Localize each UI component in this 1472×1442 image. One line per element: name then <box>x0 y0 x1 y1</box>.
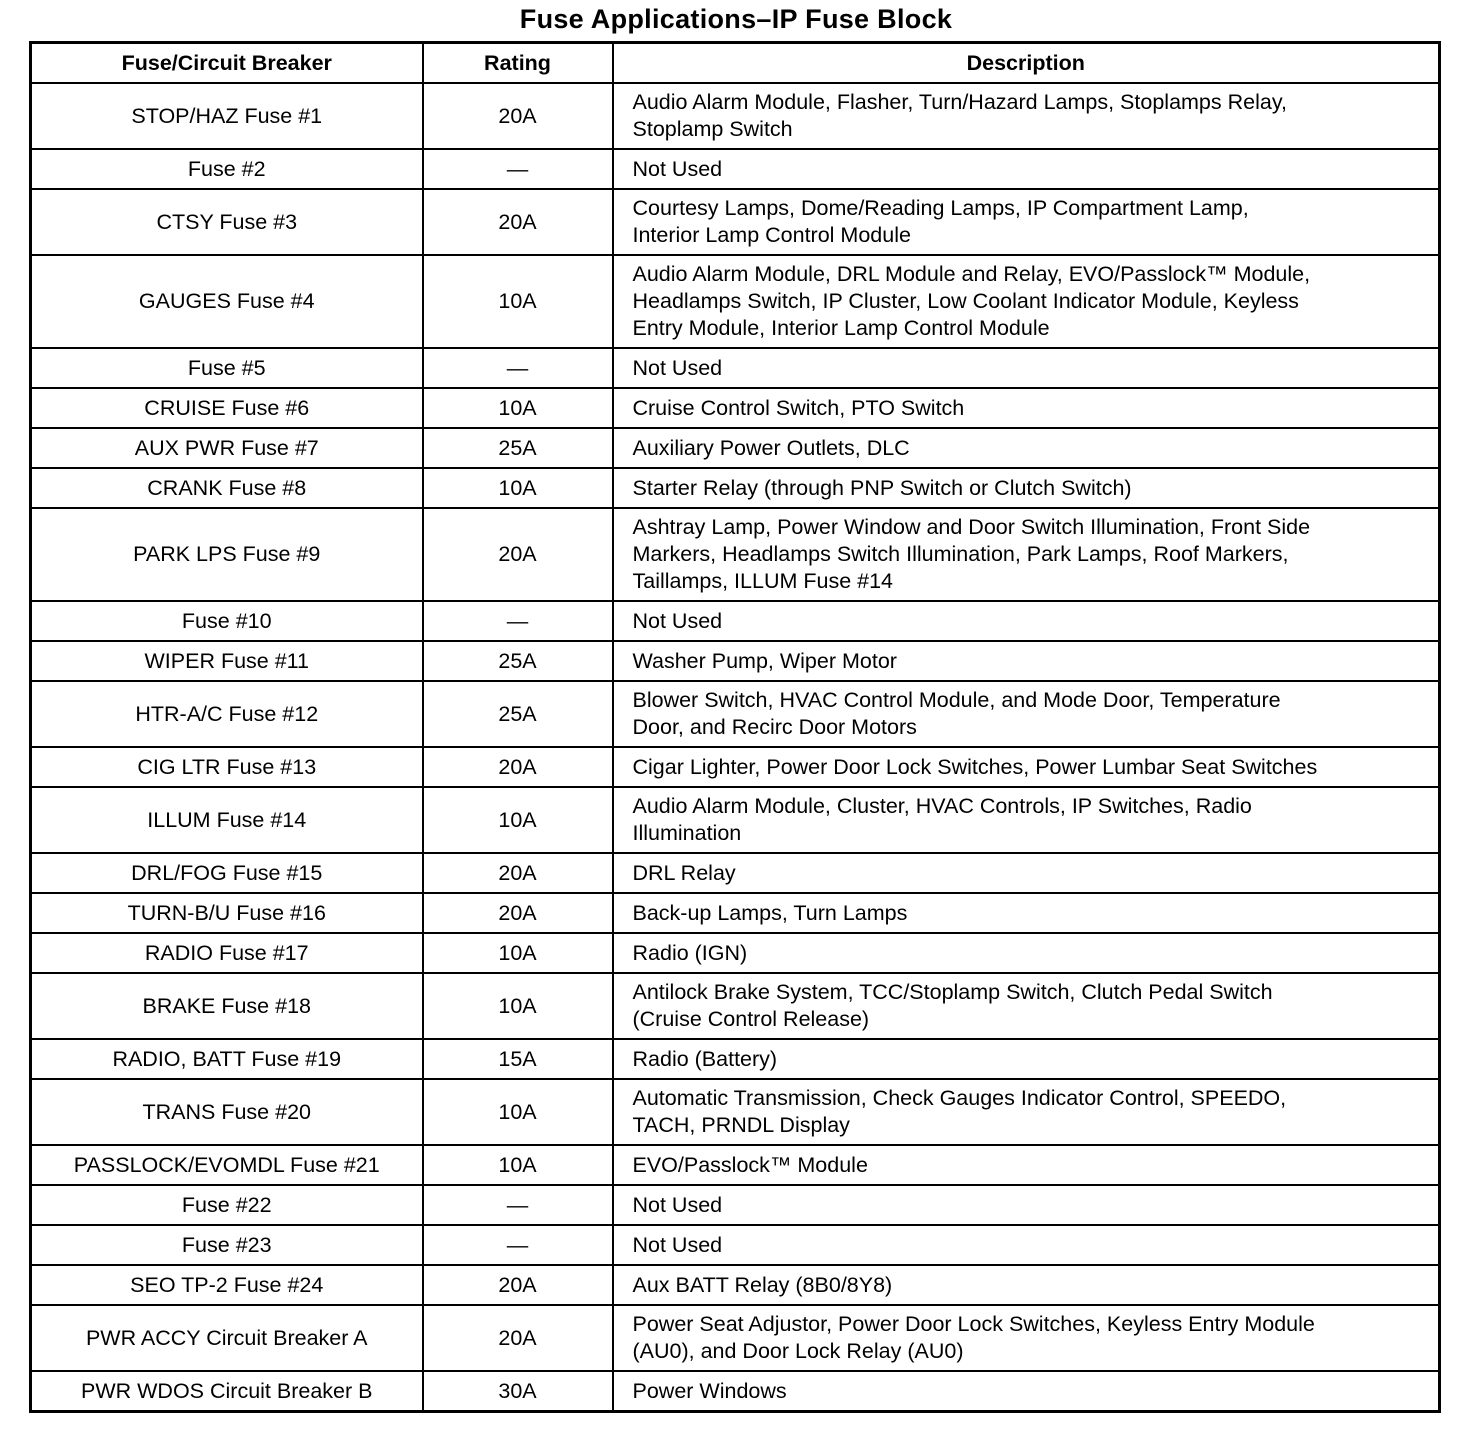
rating-cell: 25A <box>423 428 613 468</box>
fuse-name-cell: HTR-A/C Fuse #12 <box>31 681 423 747</box>
fuse-name-cell: WIPER Fuse #11 <box>31 641 423 681</box>
rating-cell: 10A <box>423 468 613 508</box>
table-row <box>31 255 1440 348</box>
rating-cell: — <box>423 601 613 641</box>
rating-cell: — <box>423 1185 613 1225</box>
page-title: Fuse Applications–IP Fuse Block <box>519 4 953 34</box>
table-row <box>31 893 1440 933</box>
fuse-name-cell: Fuse #10 <box>31 601 423 641</box>
rating-cell: 20A <box>423 747 613 787</box>
fuse-name-cell: TRANS Fuse #20 <box>31 1079 423 1145</box>
fuse-name-cell: Fuse #5 <box>31 348 423 388</box>
description-cell: Audio Alarm Module, DRL Module and Relay, EVO/Passlock™ Module, Headlamps Switch, IP Cluster, Low Coolant Indicator Module, Keyless Entry Module, Interior Lamp Control Module <box>613 255 1440 348</box>
fuse-name-cell: AUX PWR Fuse #7 <box>31 428 423 468</box>
table-row <box>31 468 1440 508</box>
description-cell: Audio Alarm Module, Flasher, Turn/Hazard Lamps, Stoplamps Relay, Stoplamp Switch <box>613 83 1440 149</box>
rating-cell: 20A <box>423 83 613 149</box>
description-cell: Not Used <box>613 1225 1440 1265</box>
rating-cell: 25A <box>423 641 613 681</box>
description-cell: Not Used <box>613 149 1440 189</box>
column-header-rating: Rating <box>423 43 613 84</box>
table-row <box>31 1305 1440 1371</box>
table-row <box>31 787 1440 853</box>
fuse-name-cell: PARK LPS Fuse #9 <box>31 508 423 601</box>
description-cell: Starter Relay (through PNP Switch or Clutch Switch) <box>613 468 1440 508</box>
rating-cell: 10A <box>423 388 613 428</box>
fuse-name-cell: CRANK Fuse #8 <box>31 468 423 508</box>
description-cell: Washer Pump, Wiper Motor <box>613 641 1440 681</box>
fuse-name-cell: ILLUM Fuse #14 <box>31 787 423 853</box>
rating-cell: 30A <box>423 1371 613 1412</box>
description-cell: Auxiliary Power Outlets, DLC <box>613 428 1440 468</box>
description-cell: Not Used <box>613 348 1440 388</box>
description-cell: Radio (Battery) <box>613 1039 1440 1079</box>
rating-cell: 20A <box>423 1305 613 1371</box>
fuse-name-cell: TURN-B/U Fuse #16 <box>31 893 423 933</box>
description-cell: Cruise Control Switch, PTO Switch <box>613 388 1440 428</box>
rating-cell: — <box>423 149 613 189</box>
fuse-name-cell: GAUGES Fuse #4 <box>31 255 423 348</box>
rating-cell: 20A <box>423 189 613 255</box>
fuse-name-cell: SEO TP-2 Fuse #24 <box>31 1265 423 1305</box>
table-row <box>31 641 1440 681</box>
description-cell: Not Used <box>613 601 1440 641</box>
table-body <box>31 83 1440 1412</box>
rating-cell: 20A <box>423 1265 613 1305</box>
rating-cell: 20A <box>423 893 613 933</box>
table-row <box>31 149 1440 189</box>
table-row <box>31 428 1440 468</box>
fuse-name-cell: CTSY Fuse #3 <box>31 189 423 255</box>
table-row <box>31 1371 1440 1412</box>
table-row <box>31 508 1440 601</box>
description-cell: EVO/Passlock™ Module <box>613 1145 1440 1185</box>
rating-cell: 15A <box>423 1039 613 1079</box>
table-row <box>31 747 1440 787</box>
description-cell: Back-up Lamps, Turn Lamps <box>613 893 1440 933</box>
table-row <box>31 1185 1440 1225</box>
table-row <box>31 601 1440 641</box>
description-cell: Automatic Transmission, Check Gauges Indicator Control, SPEEDO, TACH, PRNDL Display <box>613 1079 1440 1145</box>
fuse-name-cell: RADIO, BATT Fuse #19 <box>31 1039 423 1079</box>
table-row <box>31 681 1440 747</box>
description-cell: Aux BATT Relay (8B0/8Y8) <box>613 1265 1440 1305</box>
description-cell: Cigar Lighter, Power Door Lock Switches, Power Lumbar Seat Switches <box>613 747 1440 787</box>
fuse-name-cell: BRAKE Fuse #18 <box>31 973 423 1039</box>
column-header-description: Description <box>613 43 1440 84</box>
fuse-name-cell: DRL/FOG Fuse #15 <box>31 853 423 893</box>
rating-cell: 20A <box>423 853 613 893</box>
table-row <box>31 853 1440 893</box>
description-cell: Antilock Brake System, TCC/Stoplamp Switch, Clutch Pedal Switch (Cruise Control Release) <box>613 973 1440 1039</box>
rating-cell: 10A <box>423 787 613 853</box>
table-row <box>31 1079 1440 1145</box>
description-cell: DRL Relay <box>613 853 1440 893</box>
fuse-name-cell: Fuse #2 <box>31 149 423 189</box>
rating-cell: 10A <box>423 255 613 348</box>
description-cell: Audio Alarm Module, Cluster, HVAC Controls, IP Switches, Radio Illumination <box>613 787 1440 853</box>
fuse-table <box>29 41 1441 1413</box>
rating-cell: 20A <box>423 508 613 601</box>
description-cell: Power Windows <box>613 1371 1440 1412</box>
description-cell: Power Seat Adjustor, Power Door Lock Switches, Keyless Entry Module (AU0), and Door Lock Relay (AU0) <box>613 1305 1440 1371</box>
fuse-name-cell: CRUISE Fuse #6 <box>31 388 423 428</box>
fuse-name-cell: PASSLOCK/EVOMDL Fuse #21 <box>31 1145 423 1185</box>
fuse-name-cell: Fuse #22 <box>31 1185 423 1225</box>
fuse-name-cell: PWR WDOS Circuit Breaker B <box>31 1371 423 1412</box>
table-row <box>31 1225 1440 1265</box>
rating-cell: — <box>423 348 613 388</box>
table-row <box>31 189 1440 255</box>
description-cell: Ashtray Lamp, Power Window and Door Switch Illumination, Front Side Markers, Headlamps Switch Illumination, Park Lamps, Roof Markers, Taillamps, ILLUM Fuse #14 <box>613 508 1440 601</box>
description-cell: Not Used <box>613 1185 1440 1225</box>
table-header-row <box>31 43 1440 84</box>
rating-cell: 10A <box>423 1145 613 1185</box>
fuse-name-cell: PWR ACCY Circuit Breaker A <box>31 1305 423 1371</box>
fuse-name-cell: STOP/HAZ Fuse #1 <box>31 83 423 149</box>
table-row <box>31 1145 1440 1185</box>
table-row <box>31 933 1440 973</box>
description-cell: Blower Switch, HVAC Control Module, and Mode Door, Temperature Door, and Recirc Door Motors <box>613 681 1440 747</box>
rating-cell: 10A <box>423 1079 613 1145</box>
description-cell: Radio (IGN) <box>613 933 1440 973</box>
table-row <box>31 83 1440 149</box>
rating-cell: 25A <box>423 681 613 747</box>
table-row <box>31 1265 1440 1305</box>
rating-cell: 10A <box>423 973 613 1039</box>
fuse-name-cell: RADIO Fuse #17 <box>31 933 423 973</box>
table-row <box>31 973 1440 1039</box>
column-header-fuse: Fuse/Circuit Breaker <box>31 43 423 84</box>
table-row <box>31 388 1440 428</box>
rating-cell: 10A <box>423 933 613 973</box>
table-row <box>31 1039 1440 1079</box>
fuse-name-cell: Fuse #23 <box>31 1225 423 1265</box>
description-cell: Courtesy Lamps, Dome/Reading Lamps, IP Compartment Lamp, Interior Lamp Control Module <box>613 189 1440 255</box>
fuse-name-cell: CIG LTR Fuse #13 <box>31 747 423 787</box>
table-row <box>31 348 1440 388</box>
rating-cell: — <box>423 1225 613 1265</box>
